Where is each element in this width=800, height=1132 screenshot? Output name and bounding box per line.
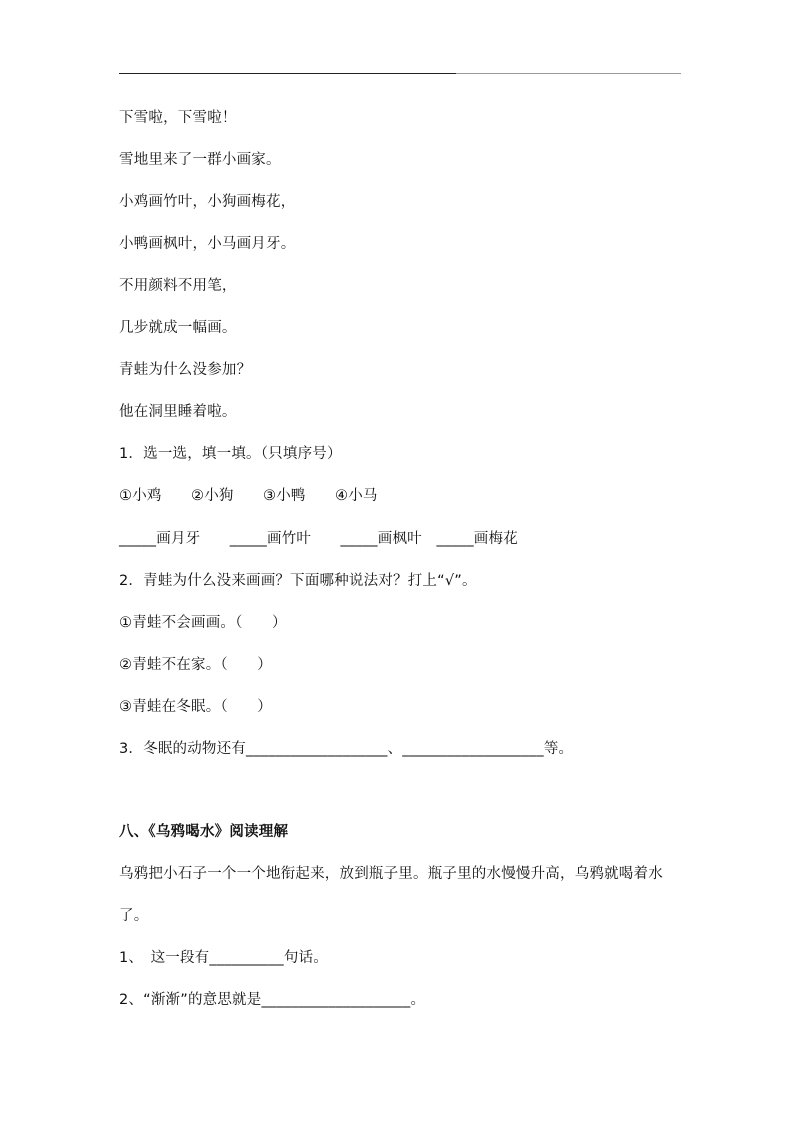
poem-line-1: 下雪啦，下雪啦！	[119, 110, 237, 126]
header-rule	[119, 73, 456, 74]
section-8-heading: 八、《乌鸦喝水》阅读理解	[119, 824, 289, 840]
question-2: 2．青蛙为什么没来画画？下面哪种说法对？打上“√”。	[119, 573, 477, 589]
poem-line-5: 不用颜料不用笔，	[119, 278, 237, 294]
poem-line-7: 青蛙为什么没参加？	[119, 362, 252, 378]
question-1-options: ①小鸡 ②小狗 ③小鸭 ④小马	[119, 488, 378, 504]
poem-line-4: 小鸭画枫叶，小马画月牙。	[119, 236, 296, 252]
section-8-question-1: 1、 这一段有__________句话。	[119, 950, 328, 966]
question-2-option-3: ③青蛙在冬眠。（ ）	[119, 699, 272, 715]
question-2-option-1: ①青蛙不会画画。（ ）	[119, 615, 287, 631]
question-2-option-2: ②青蛙不在家。（ ）	[119, 657, 272, 673]
question-3: 3．冬眠的动物还有___________________、___________________等。	[119, 741, 574, 757]
section-8-question-2: 2、“渐渐”的意思就是____________________。	[119, 992, 426, 1008]
question-1: 1．选一选，填一填。（只填序号）	[119, 446, 342, 462]
poem-line-2: 雪地里来了一群小画家。	[119, 152, 281, 168]
section-8-passage-line-1: 乌鸦把小石子一个一个地衔起来，放到瓶子里。瓶子里的水慢慢升高，乌鸦就喝着水	[119, 866, 663, 882]
question-1-blanks: _____画月牙 _____画竹叶 _____画枫叶 _____画梅花	[119, 531, 518, 547]
header-rule-extension	[456, 73, 681, 74]
section-8-passage-line-2: 了。	[119, 908, 149, 924]
poem-line-8: 他在洞里睡着啦。	[119, 404, 237, 420]
poem-line-6: 几步就成一幅画。	[119, 320, 237, 336]
poem-line-3: 小鸡画竹叶，小狗画梅花，	[119, 194, 296, 210]
